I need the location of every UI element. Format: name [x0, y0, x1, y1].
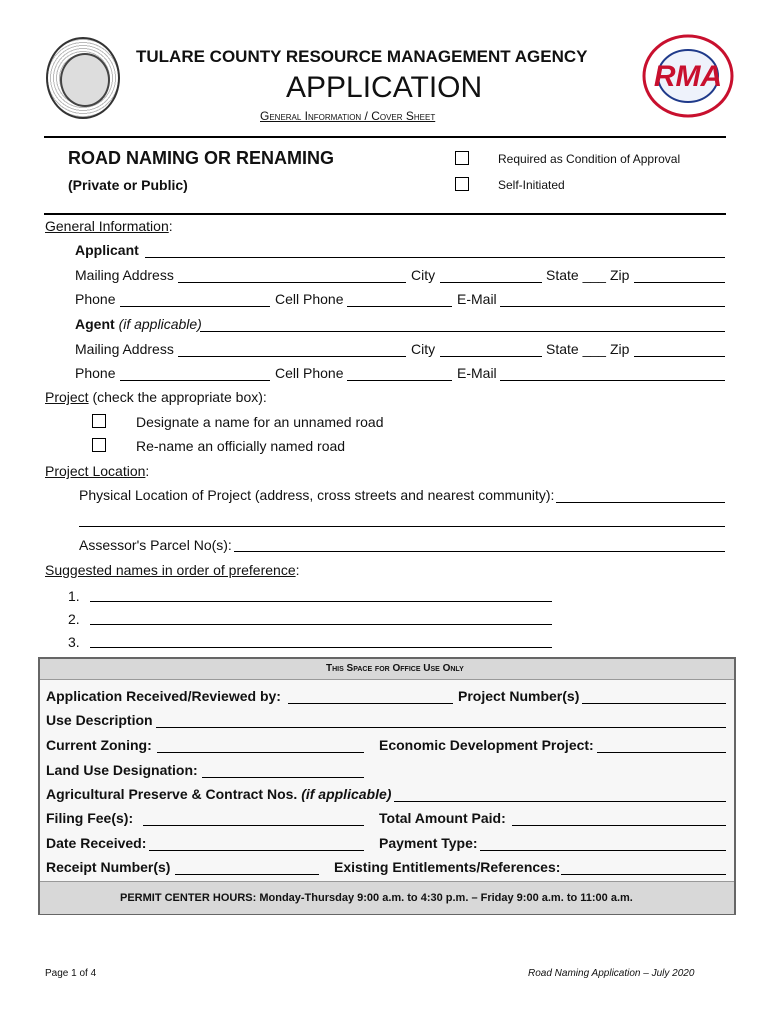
filing-fee-field[interactable] [143, 825, 364, 826]
phone-field[interactable] [120, 306, 270, 307]
physical-location-label: Physical Location of Project (address, cross streets and nearest community): [79, 487, 555, 503]
existing-label: Existing Entitlements/References: [334, 859, 561, 875]
project-number-field[interactable] [582, 703, 726, 704]
agent-phone-field[interactable] [120, 380, 270, 381]
total-paid-label: Total Amount Paid: [379, 810, 506, 826]
use-description-field[interactable] [156, 727, 726, 728]
total-paid-field[interactable] [512, 825, 726, 826]
rma-logo-icon [640, 30, 736, 120]
land-use-label: Land Use Designation: [46, 762, 198, 778]
agent-email-field[interactable] [500, 380, 725, 381]
agent-field[interactable] [200, 331, 725, 332]
agent-zip-label: Zip [610, 341, 630, 357]
self-initiated-checkbox[interactable] [455, 177, 469, 191]
agent-cell-label: Cell Phone [275, 365, 344, 381]
agent-cell-field[interactable] [347, 380, 452, 381]
email-field[interactable] [500, 306, 725, 307]
received-label: Application Received/Reviewed by: [46, 688, 281, 704]
zoning-field[interactable] [157, 752, 364, 753]
receipt-label: Receipt Number(s) [46, 859, 171, 875]
permit-hours: PERMIT CENTER HOURS: Monday-Thursday 9:00 a.m. to 4:30 p.m. – Friday 9:00 a.m. to 11:00 a.m. [120, 892, 633, 904]
use-description-label: Use Description [46, 712, 153, 728]
agent-state-label: State ___ [546, 341, 606, 357]
agent-email-label: E-Mail [457, 365, 497, 381]
city-field[interactable] [440, 282, 542, 283]
location-heading: Project Location: [45, 463, 150, 479]
mailing-label: Mailing Address [75, 267, 174, 283]
section-rule [44, 213, 726, 215]
econ-field[interactable] [597, 752, 726, 753]
self-initiated-label: Self-Initiated [498, 178, 565, 192]
page-title: APPLICATION [286, 71, 483, 104]
apn-field[interactable] [234, 551, 725, 552]
project-heading: Project (check the appropriate box): [45, 389, 267, 405]
agent-mailing-field[interactable] [178, 356, 406, 357]
condition-of-approval-checkbox[interactable] [455, 151, 469, 165]
names-heading: Suggested names in order of preference: [45, 562, 300, 578]
zip-label: Zip [610, 267, 630, 283]
name-2-label: 2. [68, 611, 80, 627]
land-use-field[interactable] [202, 777, 364, 778]
name-3-field[interactable] [90, 647, 552, 648]
receipt-field[interactable] [175, 874, 319, 875]
page-subtitle: General Information / Cover Sheet [260, 109, 436, 123]
rename-road-checkbox[interactable] [92, 438, 106, 452]
received-field[interactable] [288, 703, 453, 704]
document-version: Road Naming Application – July 2020 [528, 968, 695, 979]
agent-city-label: City [411, 341, 436, 357]
cell-field[interactable] [347, 306, 452, 307]
existing-field[interactable] [561, 874, 726, 875]
agent-mailing-label: Mailing Address [75, 341, 174, 357]
name-2-field[interactable] [90, 624, 552, 625]
ag-preserve-field[interactable] [394, 801, 726, 802]
office-use-box [38, 657, 736, 915]
date-received-label: Date Received: [46, 835, 147, 851]
condition-of-approval-label: Required as Condition of Approval [498, 152, 681, 166]
agent-zip-field[interactable] [634, 356, 725, 357]
econ-label: Economic Development Project: [379, 737, 594, 753]
payment-type-label: Payment Type: [379, 835, 478, 851]
agent-city-field[interactable] [440, 356, 542, 357]
zoning-label: Current Zoning: [46, 737, 152, 753]
header-rule [44, 136, 726, 138]
agent-label: Agent (if applicable) [75, 316, 202, 332]
applicant-field[interactable] [145, 257, 725, 258]
ag-preserve-label: Agricultural Preserve & Contract Nos. (if applicable) [46, 786, 392, 802]
name-1-field[interactable] [90, 601, 552, 602]
mailing-field[interactable] [178, 282, 406, 283]
county-seal-icon [46, 37, 120, 119]
name-1-label: 1. [68, 588, 80, 604]
form-subtitle: (Private or Public) [68, 177, 188, 193]
unnamed-road-label: Designate a name for an unnamed road [136, 414, 384, 430]
applicant-label: Applicant [75, 242, 139, 258]
apn-label: Assessor's Parcel No(s): [79, 537, 232, 553]
agent-phone-label: Phone [75, 365, 116, 381]
page-number: Page 1 of 4 [45, 968, 97, 979]
payment-type-field[interactable] [480, 850, 726, 851]
name-3-label: 3. [68, 634, 80, 650]
state-label: State ___ [546, 267, 606, 283]
filing-fee-label: Filing Fee(s): [46, 810, 134, 826]
city-label: City [411, 267, 436, 283]
general-info-heading: General Information: [45, 218, 173, 234]
unnamed-road-checkbox[interactable] [92, 414, 106, 428]
project-number-label: Project Number(s) [458, 688, 580, 704]
physical-location-field[interactable] [556, 502, 725, 503]
rename-road-label: Re-name an officially named road [136, 438, 346, 454]
phone-label: Phone [75, 291, 116, 307]
agency-name: TULARE COUNTY RESOURCE MANAGEMENT AGENCY [136, 47, 588, 66]
form-title: ROAD NAMING OR RENAMING [68, 148, 334, 168]
office-heading: This Space for Office Use Only [326, 663, 464, 674]
logo-text: RMA [653, 60, 723, 93]
physical-location-field-2[interactable] [79, 526, 725, 527]
date-received-field[interactable] [149, 850, 364, 851]
zip-field[interactable] [634, 282, 725, 283]
email-label: E-Mail [457, 291, 497, 307]
cell-label: Cell Phone [275, 291, 344, 307]
